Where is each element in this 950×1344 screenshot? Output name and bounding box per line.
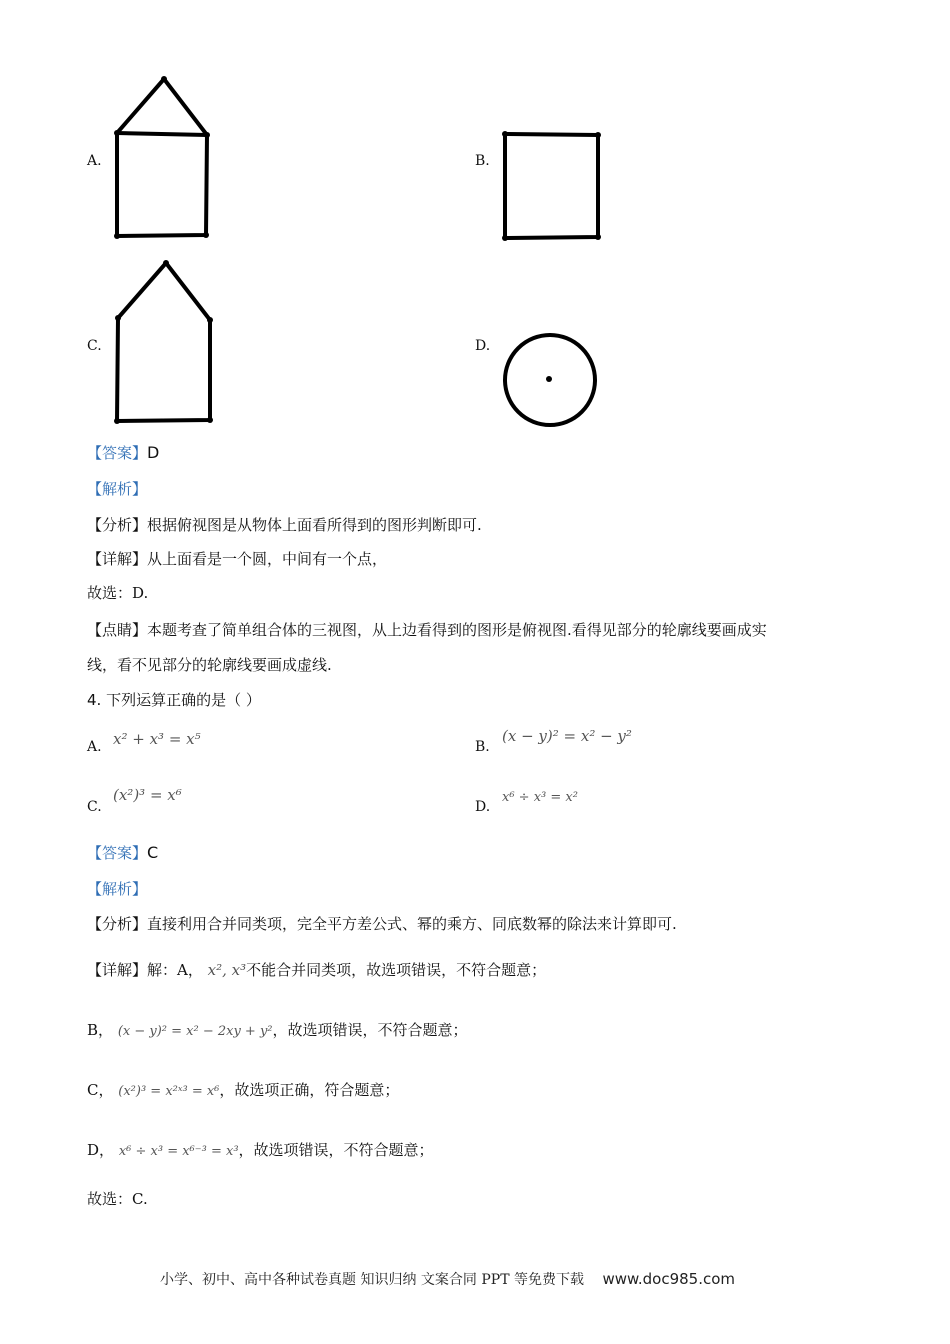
- page-footer: [160, 1269, 735, 1289]
- q4-line-b: [87, 1020, 468, 1042]
- q4-line-a-prefix: 解：A，: [147, 961, 203, 979]
- q4-answer-value: C: [147, 843, 159, 862]
- q4-line-d-expr: x⁶ ÷ x³ = x⁶⁻³ = x³: [118, 1144, 239, 1159]
- q4-line-b-prefix: B，: [87, 1021, 114, 1039]
- q4-analysis-tag: 【解析】: [87, 880, 148, 898]
- q4-option-d-expr: x⁶ ÷ x³ = x²: [502, 790, 578, 805]
- q4-option-d-label: D.: [475, 799, 491, 815]
- q4-line-b-expr: (x − y)² = x² − 2xy + y²: [117, 1024, 273, 1039]
- q4-xiangjie-tag: 【详解】: [87, 961, 148, 979]
- house-triangle-figure: [110, 74, 215, 244]
- q4-line-c-expr: (x²)³ = x²ˣ³ = x⁶: [118, 1084, 220, 1099]
- q4-line-a-expr: x², x³: [207, 961, 247, 979]
- circle-with-dot-figure: [500, 332, 600, 432]
- footer-text: 小学、初中、高中各种试卷真题 知识归纳 文案合同 PPT 等免费下载: [160, 1272, 584, 1288]
- q4-option-c-expr: (x²)³ = x⁶: [113, 786, 182, 804]
- q4-answer-line: [87, 843, 158, 863]
- q4-stem: 下列运算正确的是（ ）: [106, 691, 261, 709]
- q4-line-a-suffix: 不能合并同类项，故选项错误，不符合题意；: [246, 961, 547, 979]
- q4-line-d-prefix: D，: [87, 1141, 115, 1159]
- q4-line-c-suffix: ，故选项正确，符合题意；: [219, 1081, 400, 1099]
- q4-line-c: [87, 1080, 399, 1102]
- q4-option-b-expr: (x − y)² = x² − y²: [502, 727, 632, 745]
- q3-fenxi-line: [87, 515, 482, 535]
- option-d-label: D.: [475, 338, 491, 354]
- q3-dianjing-tag: 【点睛】: [87, 621, 148, 639]
- q3-answer-value: D: [147, 443, 160, 462]
- q4-answer-tag: 【答案】: [87, 844, 148, 862]
- option-b-label: B.: [475, 153, 490, 169]
- square-figure: [500, 130, 605, 245]
- q4-line-c-prefix: C，: [87, 1081, 114, 1099]
- q3-answer-line: [87, 443, 159, 463]
- q4-line-d-suffix: ，故选项错误，不符合题意；: [238, 1141, 434, 1159]
- q4-line-d: [87, 1140, 434, 1162]
- pentagon-house-figure: [110, 258, 220, 428]
- q3-xiangjie-line: [87, 549, 387, 569]
- q3-fenxi-tag: 【分析】: [87, 516, 148, 534]
- q3-fenxi-text: 根据俯视图是从物体上面看所得到的图形判断即可.: [147, 516, 482, 534]
- q3-dianjing-text1: 本题考查了简单组合体的三视图，从上边看得到的图形是俯视图.看得见部分的轮廓线要画成实: [147, 621, 767, 639]
- q4-stem-line: [87, 690, 261, 710]
- option-c-label: C.: [87, 338, 102, 354]
- q3-answer-tag: 【答案】: [87, 444, 148, 462]
- q4-fenxi-text: 直接利用合并同类项，完全平方差公式、幂的乘方、同底数幂的除法来计算即可.: [147, 915, 677, 933]
- option-a-label: A.: [87, 153, 102, 169]
- q3-dianjing-line2: 线，看不见部分的轮廓线要画成虚线.: [87, 656, 332, 674]
- q4-option-a-label: A.: [87, 739, 102, 755]
- q4-xiangjie-line-a: [87, 960, 546, 980]
- q4-line-b-suffix: ，故选项错误，不符合题意；: [272, 1021, 468, 1039]
- q3-analysis-tag: 【解析】: [87, 480, 148, 498]
- q3-choose: 故选：D.: [87, 584, 149, 602]
- q4-option-a-expr: x² + x³ = x⁵: [113, 730, 201, 748]
- q4-fenxi-line: [87, 914, 677, 934]
- footer-url[interactable]: www.doc985.com: [602, 1270, 736, 1288]
- q4-choose: 故选：C.: [87, 1190, 148, 1208]
- q3-xiangjie-tag: 【详解】: [87, 550, 148, 568]
- q3-dianjing-line1: [87, 620, 767, 640]
- q3-xiangjie-text: 从上面看是一个圆，中间有一个点，: [147, 550, 388, 568]
- q4-fenxi-tag: 【分析】: [87, 915, 148, 933]
- q4-number: 4.: [87, 691, 102, 709]
- q4-option-b-label: B.: [475, 739, 490, 755]
- q4-option-c-label: C.: [87, 799, 102, 815]
